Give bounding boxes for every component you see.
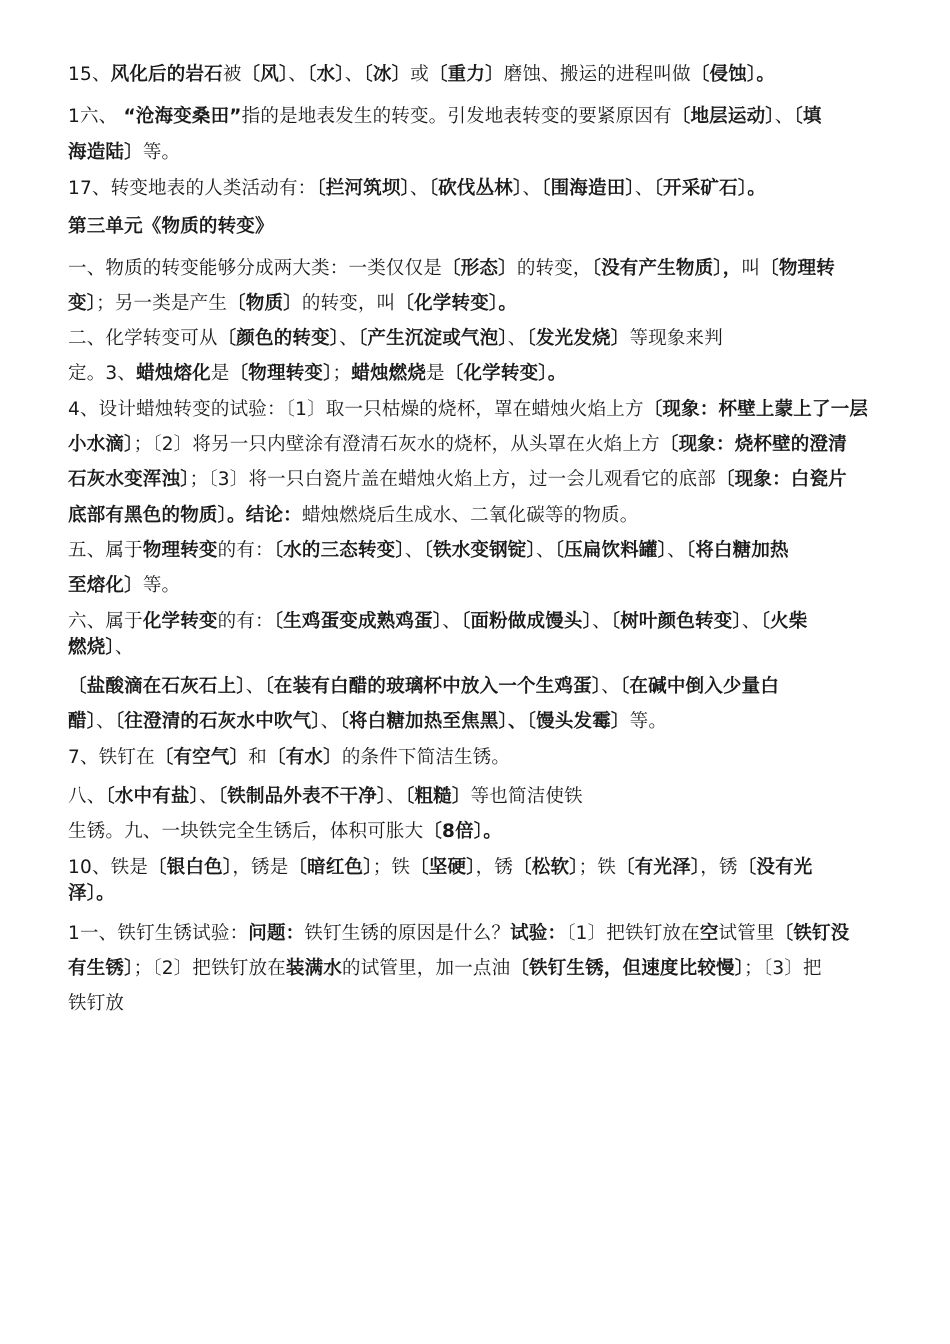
text-span: ；〔3〕将一只白瓷片盖在蜡烛火焰上方，过一会儿观看它的底部 [189,469,716,490]
text-span: 、 [320,711,340,732]
bold-span: 〔将白糖加热至焦黑〕、〔馒头发霉〕 [339,711,630,732]
text-line [68,64,888,86]
text-span: 被 [222,64,242,85]
text-span: 17、转变地表的人类活动有： [68,178,317,199]
bold-span: 化学转变 [142,611,218,632]
text-line [68,575,888,597]
bold-span: 有生锈〕 [68,958,134,979]
bold-span: 石灰水变浑浊〕 [68,469,190,490]
text-span: 、 [410,178,429,199]
bold-span: 〔有空气〕 [154,747,249,768]
text-span: 等。 [142,142,181,163]
bold-span: 泽〕。 [68,883,115,904]
bold-span: 〔坚硬〕 [410,857,476,878]
bold-span: 〔在碱中倒入少量白 [619,676,780,697]
text-span: 的有： [217,540,274,561]
bold-span: 至熔化〕 [68,575,143,596]
text-line [68,857,888,879]
bold-span: 〔往澄清的石灰水中吹气〕 [114,711,321,732]
text-line [68,747,888,769]
text-line [68,434,888,456]
bold-span: 〔水〕 [307,64,345,85]
text-span: 、 [114,637,134,658]
text-span: 、 [344,64,364,85]
text-line [68,106,888,128]
text-span: 、 [288,64,308,85]
text-span: 等。 [629,711,668,732]
bold-span: 醋〕 [68,711,97,732]
text-span: 一、物质的转变能够分成两大类：一类仅仅是 [68,258,443,279]
text-span: ； [332,363,352,384]
bold-span: 试验： [510,923,567,944]
bold-span: 〔将白糖加热 [685,540,789,561]
text-span: 的有： [217,611,274,632]
text-span: 7、铁钉在 [68,747,155,768]
text-span: 、 [592,611,611,632]
bold-span: 〔化学转变〕。 [395,293,518,314]
bold-span: 〔水的三态转变〕 [273,540,405,561]
text-span: 、 [535,540,555,561]
text-line [68,993,888,1015]
text-span: ；〔2〕将另一只内壁涂有澄清石灰水的烧杯，从头罩在火焰上方 [133,434,660,455]
text-span: 、 [96,711,115,732]
text-span: 试管里 [718,923,775,944]
bold-span: 〔围海造田〕 [541,178,635,199]
text-span: ，锈 [475,857,514,878]
text-span: ；铁 [372,857,411,878]
text-span: 是 [210,363,230,384]
bold-span: 〔铁制品外表不干净〕 [217,786,387,807]
text-span: 二、化学转变可从 [68,328,218,349]
bold-span: 〔现象：烧杯壁的澄清 [659,434,847,455]
text-line [68,363,888,385]
bold-span: 〔火柴 [760,611,808,632]
bold-span: 〔形态〕 [442,258,517,279]
bold-span: 物理转变 [142,540,218,561]
text-span: 定。3、 [68,363,137,384]
bold-span: 变〕 [68,293,97,314]
bold-span: 蜡烛熔化 [136,363,211,384]
text-span: 磨蚀、搬运的进程叫做 [503,64,691,85]
bold-span: 〔没有光 [737,857,813,878]
bold-span: 〔冰〕 [363,64,411,85]
text-span: 、 [774,106,794,127]
text-span: 是 [426,363,445,384]
text-span: 15、 [68,64,111,85]
bold-span: 〔产生沉淀或气泡〕 [357,328,508,349]
text-line [68,505,888,527]
text-line [68,399,888,421]
bold-span: 〔松软〕 [513,857,579,878]
bold-span: 〔颜色的转变〕 [217,328,340,349]
text-span: 铁钉放 [68,993,125,1014]
text-line [68,923,888,945]
text-span: 、 [601,676,620,697]
text-span: 指的是地表发生的转变。引发地表转变的要紧原因有 [241,106,672,127]
text-line [68,293,888,315]
text-span: 、 [522,178,542,199]
text-span: 五、属于 [68,540,143,561]
text-span: 、 [741,611,761,632]
text-span: 、 [245,676,265,697]
text-line [68,142,888,164]
bold-span: 底部有黑色的物质〕。结论： [68,505,302,526]
bold-span: 〔拦河筑坝〕 [316,178,411,199]
bold-span: 〔地层运动〕 [671,106,775,127]
text-span: 1一、铁钉生锈试验： [68,923,249,944]
bold-span: 〔填 [793,106,822,127]
bold-span: 空 [699,923,719,944]
text-span: 或 [410,64,429,85]
bold-span: 〔面粉做成馒头〕 [460,611,593,632]
bold-span: 〔树叶颜色转变〕 [610,611,742,632]
bold-span: 小水滴〕 [68,434,134,455]
bold-span: 燃烧〕 [68,637,115,658]
text-span: 1六、 [68,106,124,127]
bold-span: 〔有光泽〕 [616,857,701,878]
bold-span: 〔风〕 [241,64,289,85]
bold-span: 〔粗糙〕 [405,786,471,807]
text-span: 、 [386,786,406,807]
text-line [68,711,888,733]
text-line [68,178,888,200]
bold-span: 〔重力〕 [428,64,504,85]
bold-span: 问题： [248,923,305,944]
bold-span: 〔压扁饮料罐〕 [554,540,668,561]
text-span: ，锈是 [232,857,289,878]
bold-span: “沧海变桑田” [123,106,242,127]
section-heading [68,216,888,238]
text-span: 和 [248,747,267,768]
text-span: 的试管里，加一点油 [342,958,511,979]
text-span: 六、属于 [68,611,143,632]
bold-span: 〔发光发烧〕 [526,328,630,349]
bold-span: 〔8倍〕。 [423,821,502,842]
bold-span: 〔现象：杯壁上蒙上了一层 [643,399,869,420]
bold-span: 〔物理转 [760,258,835,279]
text-span: 等现象来判 [629,328,723,349]
text-span: 等也简洁使铁 [470,786,583,807]
text-span: 、 [404,540,424,561]
bold-span: 〔在装有白醋的玻璃杯中放入一个生鸡蛋〕 [264,676,602,697]
text-span: 生锈。九、一块铁完全生锈后，体积可胀大 [68,821,424,842]
bold-span: 蜡烛燃烧 [351,363,427,384]
bold-span: 风化后的岩石 [110,64,223,85]
text-line [68,821,888,843]
text-span: 的转变，叫 [301,293,396,314]
bold-span: 〔物理转变〕 [229,363,333,384]
bold-span: 〔开采矿石〕。 [653,178,766,199]
bold-span: 〔铁钉没 [774,923,850,944]
bold-span: 〔有水〕 [267,747,342,768]
text-line [68,786,888,808]
text-line [68,611,888,633]
text-line [68,469,888,491]
text-span: 10、铁是 [68,857,149,878]
bold-span: 〔砍伐丛林〕 [428,178,523,199]
text-span: 铁钉生锈的原因是什么？ [304,923,511,944]
bold-span: 〔铁水变钢锭〕 [423,540,536,561]
text-line [68,676,888,698]
text-span: ；另一类是产生 [96,293,228,314]
text-line [68,328,888,350]
text-span: 、 [634,178,654,199]
bold-span: 〔没有产生物质〕， [591,258,742,279]
bold-span: 〔物质〕 [227,293,302,314]
text-line [68,958,888,980]
text-span: 八、 [68,786,106,807]
bold-span: 装满水 [285,958,342,979]
text-span: ，锈 [700,857,738,878]
text-span: 、 [667,540,686,561]
text-line [68,637,888,659]
bold-span: 〔化学转变〕。 [444,363,567,384]
bold-span: 〔盐酸滴在石灰石上〕 [68,676,246,697]
text-span: 的转变， [516,258,592,279]
bold-span: 〔水中有盐〕 [105,786,200,807]
text-line [68,883,888,905]
bold-span: 〔生鸡蛋变成熟鸡蛋〕 [273,611,443,632]
text-span: 、 [507,328,527,349]
bold-span: 〔银白色〕 [148,857,233,878]
text-span: 蜡烛燃烧后生成水、二氧化碳等的物质。 [301,505,639,526]
text-span: 、 [199,786,218,807]
bold-span: 〔侵蚀〕。 [690,64,776,85]
text-span: 等。 [142,575,181,596]
text-span: ；铁 [578,857,617,878]
text-span: ；〔3〕把 [744,958,822,979]
text-span: 、 [339,328,358,349]
text-span: 、 [442,611,461,632]
text-line [68,258,888,280]
bold-span: 第三单元《物质的转变》 [68,216,274,237]
text-span: ；〔2〕把铁钉放在 [133,958,286,979]
bold-span: 海造陆〕 [68,142,143,163]
text-span: 4、设计蜡烛转变的试验：〔1〕取一只枯燥的烧杯，罩在蜡烛火焰上方 [68,399,644,420]
text-span: 的条件下简洁生锈。 [341,747,511,768]
text-line [68,540,888,562]
bold-span: 〔现象：白瓷片 [715,469,847,490]
bold-span: 〔铁钉生锈，但速度比较慢〕 [510,958,745,979]
text-span: 〔1〕把铁钉放在 [566,923,700,944]
text-span: 叫 [741,258,761,279]
bold-span: 〔暗红色〕 [288,857,373,878]
